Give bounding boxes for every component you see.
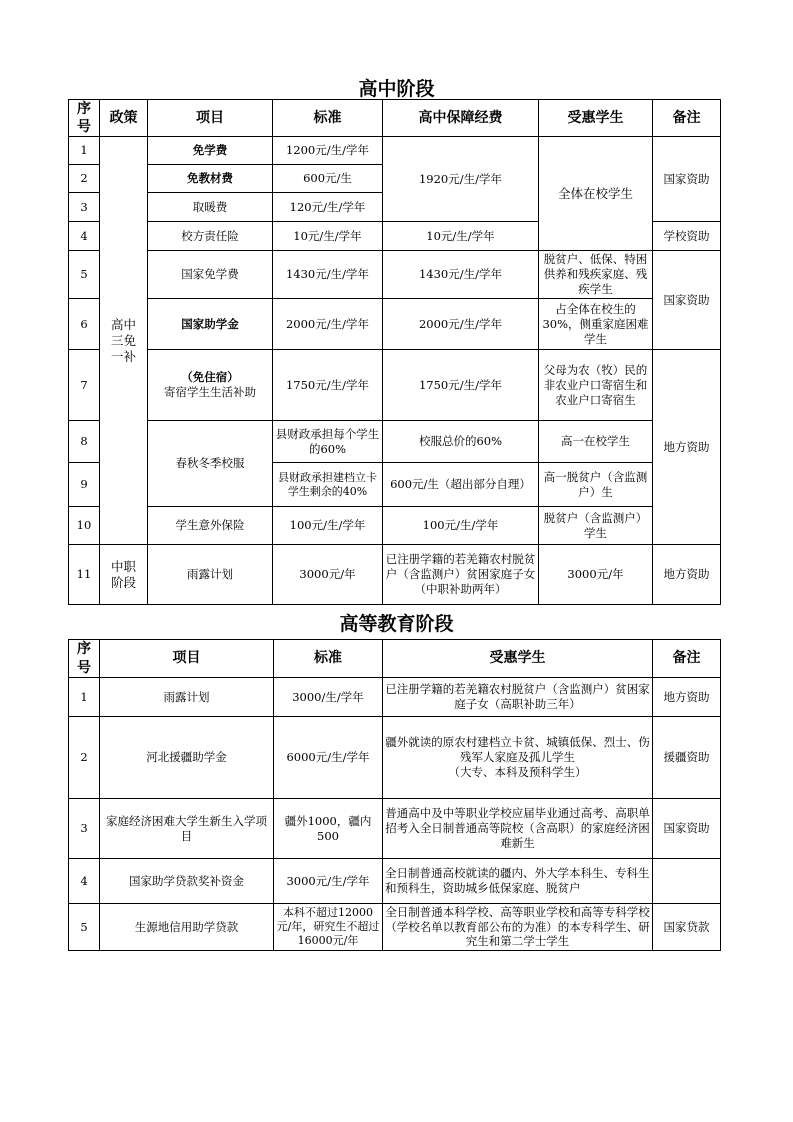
standard-cell: 县财政承担每个学生的60%	[273, 421, 383, 463]
row-no: 11	[69, 545, 100, 605]
col-header-standard: 标准	[273, 100, 383, 137]
item-label: 寄宿学生生活补助	[164, 385, 256, 400]
col-header-funding: 高中保障经费	[383, 100, 539, 137]
standard-cell: 1200元/生/学年	[273, 137, 383, 165]
row-no: 3	[69, 799, 100, 859]
high-school-table	[68, 99, 721, 605]
col-header-policy: 政策	[100, 100, 148, 137]
note-cell: 地方资助	[653, 545, 721, 605]
note-cell: 国家贷款	[653, 904, 721, 951]
standard-cell: 600元/生	[273, 165, 383, 193]
beneficiary-cell: 全日制普通高校就读的疆内、外大学本科生、专科生和预科生，资助城乡低保家庭、脱贫户	[383, 859, 653, 904]
policy-group-cell: 中职阶段	[100, 545, 148, 605]
col-header-note: 备注	[653, 100, 721, 137]
standard-cell: 疆外1000，疆内500	[274, 799, 383, 859]
table-row	[69, 299, 721, 350]
beneficiary-cell: 父母为农（牧）民的非农业户口寄宿生和农业户口寄宿生	[539, 350, 653, 421]
item-cell	[148, 350, 273, 421]
standard-cell: 6000元/生/学年	[274, 717, 383, 799]
funding-cell: 1920元/生/学年	[383, 137, 539, 222]
row-no: 2	[69, 165, 100, 193]
col-header-no: 序号	[69, 100, 100, 137]
note-cell: 地方资助	[653, 678, 721, 717]
higher-education-table	[68, 639, 721, 951]
table-row	[69, 717, 721, 799]
item-cell: 免教材费	[148, 165, 273, 193]
row-no: 10	[69, 507, 100, 545]
funding-cell: 已注册学籍的若羌籍农村脱贫户（含监测户）贫困家庭子女（中职补助两年）	[383, 545, 539, 605]
standard-cell: 10元/生/学年	[273, 222, 383, 251]
table-row	[69, 421, 721, 463]
standard-cell: 县财政承担建档立卡学生剩余的40%	[273, 463, 383, 507]
table-row	[69, 859, 721, 904]
table-row	[69, 507, 721, 545]
funding-cell: 10元/生/学年	[383, 222, 539, 251]
beneficiary-cell: 占全体在校生的30%，侧重家庭困难学生	[539, 299, 653, 350]
standard-cell: 3000元/生/学年	[274, 859, 383, 904]
row-no: 1	[69, 137, 100, 165]
beneficiary-cell: 脱贫户（含监测户）学生	[539, 507, 653, 545]
note-cell: 学校资助	[653, 222, 721, 251]
col-header-no: 序号	[69, 640, 100, 678]
note-cell: 援疆资助	[653, 717, 721, 799]
standard-cell: 本科不超过12000元/年，研究生不超过16000元/年	[274, 904, 383, 951]
beneficiary-cell: 普通高中及中等职业学校应届毕业通过高考、高职单招考入全日制普通高等院校（含高职）的家庭经济困难新生	[383, 799, 653, 859]
section-title-high-school: 高中阶段	[358, 78, 435, 100]
beneficiary-cell: 脱贫户、低保、特困供养和残疾家庭、残疾学生	[539, 251, 653, 299]
note-cell: 国家资助	[653, 137, 721, 222]
beneficiary-cell: 高一在校学生	[539, 421, 653, 463]
funding-cell: 2000元/生/学年	[383, 299, 539, 350]
item-cell: 雨露计划	[100, 678, 274, 717]
item-cell: 免学费	[148, 137, 273, 165]
table-row	[69, 799, 721, 859]
beneficiary-cell: 已注册学籍的若羌籍农村脱贫户（含监测户）贫困家庭子女（高职补助三年）	[383, 678, 653, 717]
row-no: 5	[69, 904, 100, 951]
beneficiary-cell: 3000元/年	[539, 545, 653, 605]
col-header-standard: 标准	[274, 640, 383, 678]
item-cell: 国家助学贷款奖补资金	[100, 859, 274, 904]
funding-cell: 1430元/生/学年	[383, 251, 539, 299]
table-row	[69, 251, 721, 299]
table-row	[69, 678, 721, 717]
item-cell: 国家免学费	[148, 251, 273, 299]
item-cell: 家庭经济困难大学生新生入学项目	[100, 799, 274, 859]
table-row	[69, 350, 721, 421]
table-header-row	[69, 100, 721, 137]
row-no: 9	[69, 463, 100, 507]
beneficiary-cell: 全体在校学生	[539, 137, 653, 251]
beneficiary-text: 疆外就读的原农村建档立卡贫、城镇低保、烈士、伤残军人家庭及孤儿学生	[385, 735, 650, 765]
row-no: 2	[69, 717, 100, 799]
row-no: 4	[69, 859, 100, 904]
funding-cell: 600元/生（超出部分自理）	[383, 463, 539, 507]
standard-cell: 1750元/生/学年	[273, 350, 383, 421]
row-no: 5	[69, 251, 100, 299]
row-no: 8	[69, 421, 100, 463]
standard-cell: 1430元/生/学年	[273, 251, 383, 299]
note-cell: 国家资助	[653, 251, 721, 350]
beneficiary-cell: 全日制普通本科学校、高等职业学校和高等专科学校（学校名单以教育部公布的为准）的本专科学生、研究生和第二学士学生	[383, 904, 653, 951]
table-row	[69, 137, 721, 165]
standard-cell: 2000元/生/学年	[273, 299, 383, 350]
funding-cell: 校服总价的60%	[383, 421, 539, 463]
col-header-item: 项目	[148, 100, 273, 137]
row-no: 4	[69, 222, 100, 251]
item-cell: 国家助学金	[148, 299, 273, 350]
item-cell: 生源地信用助学贷款	[100, 904, 274, 951]
item-bold-label: （免住宿）	[181, 370, 239, 385]
beneficiary-cell	[383, 717, 653, 799]
section-title-higher-education: 高等教育阶段	[339, 613, 454, 635]
row-no: 3	[69, 193, 100, 222]
item-cell: 河北援疆助学金	[100, 717, 274, 799]
col-header-note: 备注	[653, 640, 721, 678]
note-cell: 地方资助	[653, 350, 721, 545]
item-cell: 春秋冬季校服	[148, 421, 273, 507]
row-no: 6	[69, 299, 100, 350]
beneficiary-cell: 高一脱贫户（含监测户）生	[539, 463, 653, 507]
col-header-beneficiary: 受惠学生	[383, 640, 653, 678]
item-cell: 取暖费	[148, 193, 273, 222]
policy-group-cell: 高中三免一补	[100, 137, 148, 545]
item-cell: 校方责任险	[148, 222, 273, 251]
row-no: 1	[69, 678, 100, 717]
table-row	[69, 545, 721, 605]
standard-cell: 3000/生/学年	[274, 678, 383, 717]
standard-cell: 3000元/年	[273, 545, 383, 605]
beneficiary-subtext: （大专、本科及预科学生）	[448, 764, 587, 779]
funding-cell: 1750元/生/学年	[383, 350, 539, 421]
funding-cell: 100元/生/学年	[383, 507, 539, 545]
col-header-beneficiary: 受惠学生	[539, 100, 653, 137]
row-no: 7	[69, 350, 100, 421]
standard-cell: 100元/生/学年	[273, 507, 383, 545]
note-cell: 国家资助	[653, 799, 721, 859]
col-header-item: 项目	[100, 640, 274, 678]
table-header-row	[69, 640, 721, 678]
item-cell: 学生意外保险	[148, 507, 273, 545]
standard-cell: 120元/生/学年	[273, 193, 383, 222]
note-cell	[653, 859, 721, 904]
item-cell: 雨露计划	[148, 545, 273, 605]
table-row	[69, 904, 721, 951]
